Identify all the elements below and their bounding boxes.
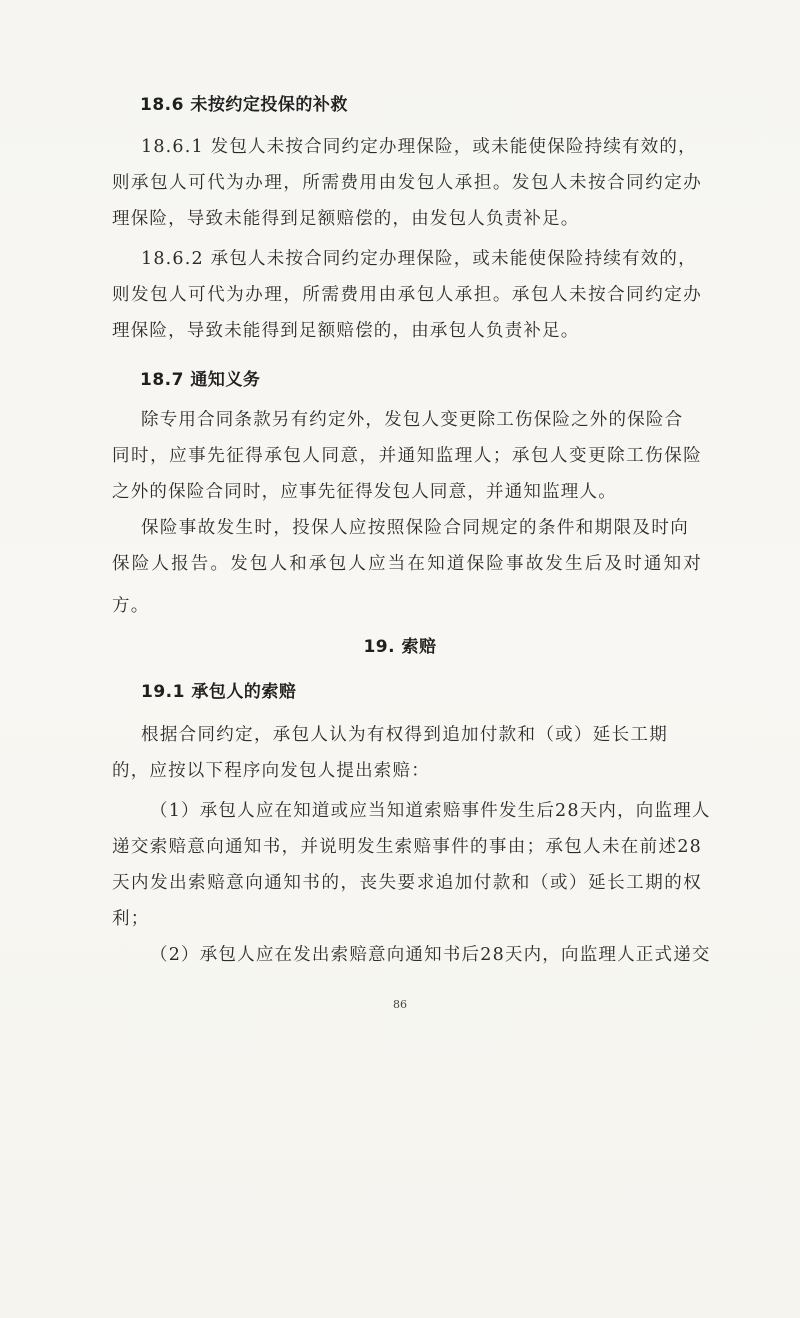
paragraph-line: 则发包人可代为办理，所需费用由承包人承担。承包人未按合同约定办 [112, 285, 702, 305]
paragraph-line: 的，应按以下程序向发包人提出索赔： [112, 761, 430, 781]
chapter-title-19: 19. 索赔 [363, 637, 437, 657]
paragraph-line: 18.6.1 发包人未按合同约定办理保险，或未能使保险持续有效的， [141, 137, 697, 157]
paragraph-line: 方。 [112, 596, 150, 616]
paragraph-line: 理保险，导致未能得到足额赔偿的，由承包人负责补足。 [112, 321, 580, 341]
paragraph-line: 同时，应事先征得承包人同意，并通知监理人；承包人变更除工伤保险 [112, 446, 702, 466]
paragraph-line: 理保险，导致未能得到足额赔偿的，由发包人负责补足。 [112, 209, 580, 229]
page-number: 86 [393, 998, 407, 1011]
paragraph-line: 18.6.2 承包人未按合同约定办理保险，或未能使保险持续有效的， [141, 249, 697, 269]
section-heading-18-6: 18.6 未按约定投保的补救 [140, 95, 348, 115]
list-item-line: （2）承包人应在发出索赔意向通知书后28天内，向监理人正式递交 [150, 945, 711, 965]
section-heading-18-7: 18.7 通知义务 [140, 370, 261, 390]
list-item-line: 递交索赔意向通知书，并说明发生索赔事件的事由；承包人未在前述28 [112, 837, 702, 857]
paragraph-line: 之外的保险合同时，应事先征得发包人同意，并通知监理人。 [112, 482, 617, 502]
paragraph-line: 根据合同约定，承包人认为有权得到追加付款和（或）延长工期 [141, 725, 668, 745]
list-item-line: （1）承包人应在知道或应当知道索赔事件发生后28天内，向监理人 [150, 801, 711, 821]
list-item-line: 利； [112, 909, 150, 929]
section-heading-19-1: 19.1 承包人的索赔 [141, 682, 297, 702]
paragraph-line: 保险人报告。发包人和承包人应当在知道保险事故发生后及时通知对 [112, 554, 702, 574]
paragraph-line: 则承包人可代为办理，所需费用由发包人承担。发包人未按合同约定办 [112, 173, 702, 193]
paragraph-line: 保险事故发生时，投保人应按照保险合同规定的条件和期限及时向 [141, 518, 689, 538]
list-item-line: 天内发出索赔意向通知书的，丧失要求追加付款和（或）延长工期的权 [112, 873, 702, 893]
paragraph-line: 除专用合同条款另有约定外，发包人变更除工伤保险之外的保险合 [141, 410, 684, 430]
